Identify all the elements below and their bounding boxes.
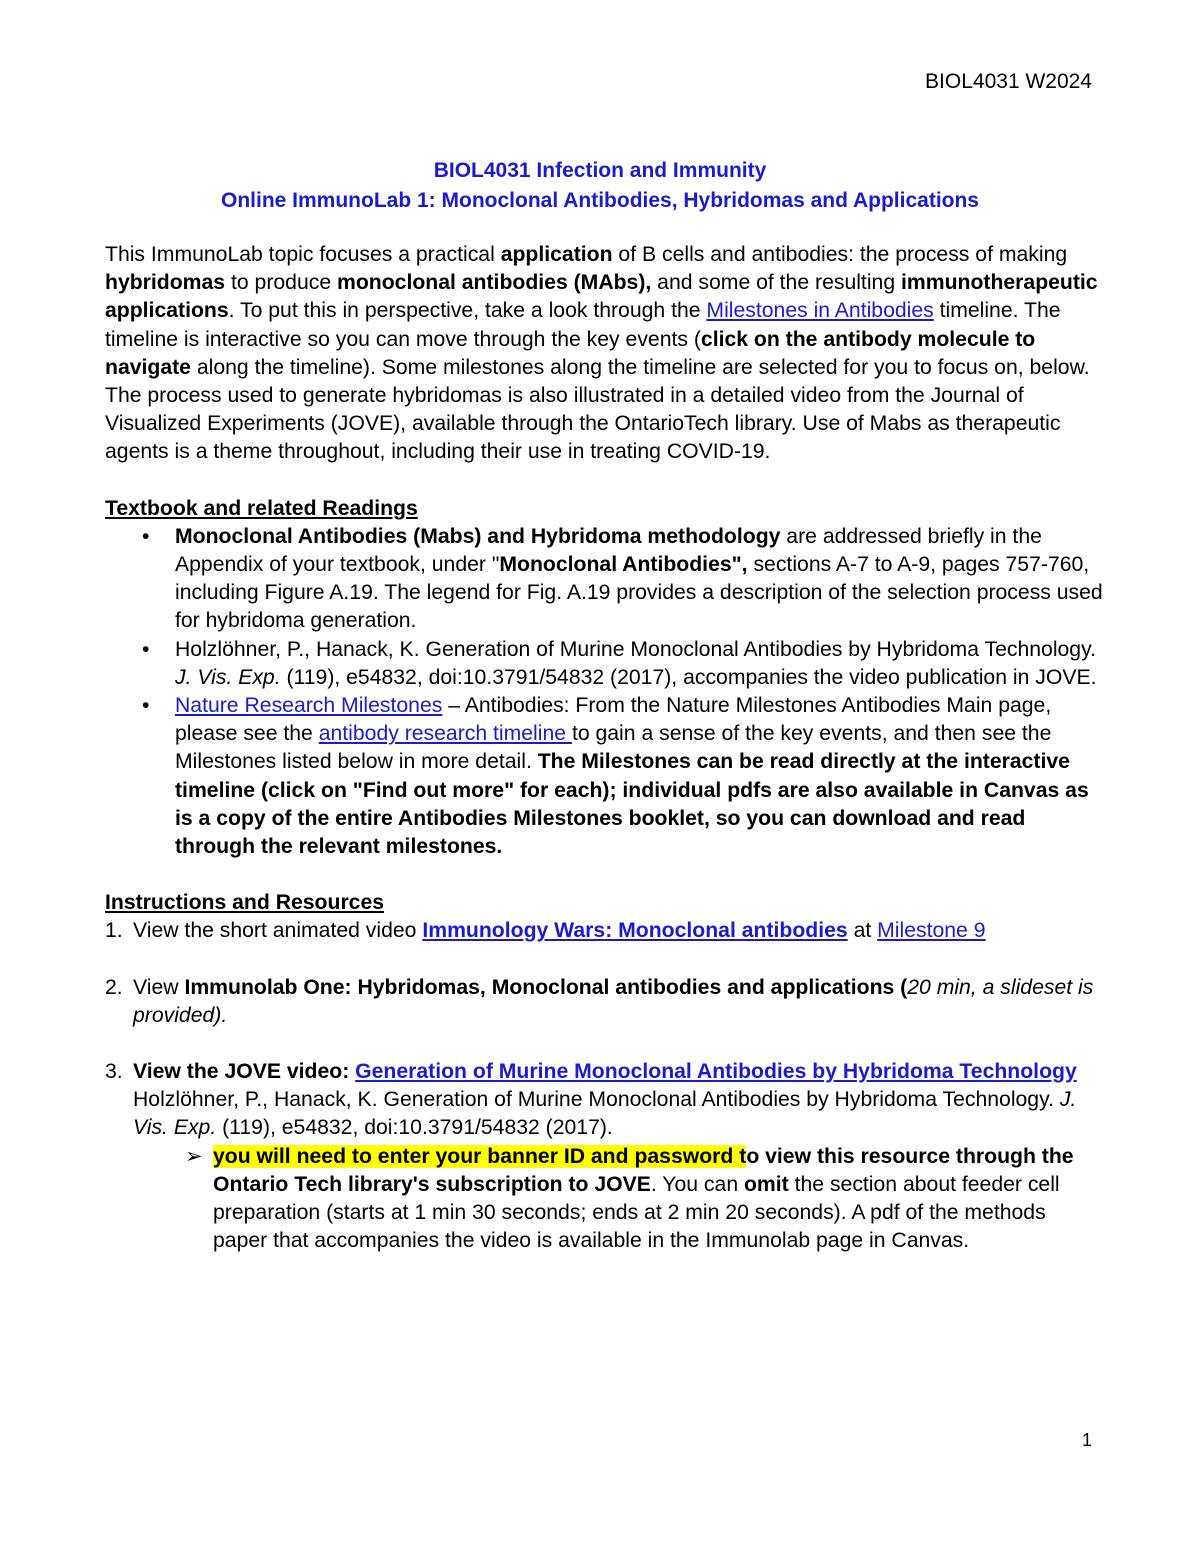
instruction-text: View the short animated video xyxy=(133,919,423,943)
intro-bold: hybridomas xyxy=(105,271,226,295)
readings-heading: Textbook and related Readings xyxy=(105,496,418,520)
immunology-wars-link[interactable]: Immunology Wars: Monoclonal antibodies xyxy=(422,919,848,943)
antibody-research-timeline-link[interactable]: antibody research timeline xyxy=(318,722,572,746)
instruction-item-2 xyxy=(105,974,1105,1030)
instruction-item-1 xyxy=(105,917,1105,945)
header-course-code: BIOL4031 W2024 xyxy=(925,70,1092,93)
intro-text: along the timeline). Some milestones along the timeline are selected for you to focus on, below. The process used to generate hybridomas is also illustrated in a detailed video from the Journal of Visualized Experiments (JOVE), available through the OntarioTech library. Use of Mabs as therapeutic agents is a theme throughout, including their use in treating COVID-19. xyxy=(105,355,1090,464)
reading-text: sections A-7 to A-9, pages 757-760, including Figure A.19. The legend for Fig. A.19 provides a description of the selection process used for hybridoma generation. xyxy=(175,553,1103,633)
reading-text: – Antibodies: From the Nature Milestones Antibodies Main page, please see the xyxy=(175,694,1052,746)
item-number: 1. xyxy=(105,919,123,943)
title-line-2: Online ImmunoLab 1: Monoclonal Antibodies, Hybridomas and Applications xyxy=(221,189,979,212)
instruction-italic: J. Vis. Exp. xyxy=(133,1088,1077,1140)
note-text: the section about feeder cell preparation (starts at 1 min 30 seconds; ends at 2 min 20 seconds). A pdf of the methods paper that accompanies the video is available in the Immunolab page in Canvas. xyxy=(213,1172,1060,1253)
jove-video-link[interactable]: Generation of Murine Monoclonal Antibodies by Hybridoma Technology xyxy=(355,1060,1077,1084)
jove-access-note xyxy=(133,1143,1105,1256)
spacer xyxy=(105,946,1105,974)
reading-text: (119), e54832, doi:10.3791/54832 (2017), accompanies the video publication in JOVE. xyxy=(280,665,1097,689)
bullet-icon: • xyxy=(142,524,150,548)
note-bold: omit xyxy=(743,1172,789,1196)
intro-text: to produce xyxy=(225,271,337,295)
item-number: 2. xyxy=(105,975,123,999)
intro-text: of B cells and antibodies: the process of making xyxy=(612,243,1068,266)
milestone-9-link[interactable]: Milestone 9 xyxy=(877,919,986,943)
instruction-italic: 20 min, a slideset is provided). xyxy=(133,975,1094,1027)
intro-text: and some of the resulting xyxy=(651,271,901,295)
readings-list xyxy=(105,523,1105,861)
instruction-text: Holzlöhner, P., Hanack, K. Generation of Murine Monoclonal Antibodies by Hybridoma Technology. xyxy=(133,1088,1060,1112)
reading-text: to gain a sense of the key events, and then see the Milestones listed below in more detail. xyxy=(175,722,1052,774)
reading-text: are addressed briefly in the Appendix of your textbook, under " xyxy=(175,524,1042,577)
instructions-list xyxy=(105,917,1105,945)
bullet-icon: • xyxy=(142,694,150,718)
instruction-bold: Immunolab One: Hybridomas, Monoclonal antibodies and applications ( xyxy=(184,975,908,999)
title-line-1: BIOL4031 Infection and Immunity xyxy=(433,159,767,182)
instructions-list xyxy=(105,1058,1105,1143)
intro-bold: monoclonal antibodies (MAbs), xyxy=(337,271,652,295)
nature-research-milestones-link[interactable]: Nature Research Milestones xyxy=(175,694,443,718)
instructions-list xyxy=(105,974,1105,1030)
document-title xyxy=(0,156,1200,216)
note-text: . You can xyxy=(650,1172,744,1196)
document-body xyxy=(105,241,1105,1256)
reading-bold: Monoclonal Antibodies", xyxy=(499,553,748,577)
reading-text: Holzlöhner, P., Hanack, K. Generation of Murine Monoclonal Antibodies by Hybridoma Technology. xyxy=(175,637,1096,661)
note-bold: o view this resource through the Ontario Tech library's subscription to JOVE xyxy=(213,1144,1074,1196)
spacer xyxy=(105,1030,1105,1058)
arrow-bullet-icon: ➢ xyxy=(185,1144,203,1168)
reading-bold: The Milestones can be read directly at the interactive timeline (click on "Find out more" for each); individual pdfs are also available in Canvas as is a copy of the entire Antibodies Milestones booklet, so you can download and read through the relevant milestones. xyxy=(175,750,1089,859)
spacer xyxy=(105,467,1105,495)
spacer xyxy=(105,861,1105,889)
reading-item-nature xyxy=(105,692,1105,861)
intro-text: timeline. The timeline is interactive so you can move through the key events ( xyxy=(105,299,1061,351)
intro-text: This ImmunoLab topic focuses a practical xyxy=(105,243,501,266)
instruction-text: at xyxy=(847,919,878,943)
reading-bold: Monoclonal Antibodies (Mabs) and Hybridoma methodology xyxy=(175,524,781,548)
highlighted-text: you will need to enter your banner ID and password t xyxy=(213,1144,747,1168)
intro-bold: application xyxy=(500,243,613,266)
intro-text: . To put this in perspective, take a look through the xyxy=(228,299,707,323)
bullet-icon: • xyxy=(142,637,150,661)
page-number: 1 xyxy=(1081,1430,1092,1450)
item-number: 3. xyxy=(105,1060,123,1084)
intro-bold: click on the antibody molecule to navigate xyxy=(105,327,1036,379)
reading-item-textbook xyxy=(105,523,1105,636)
instructions-heading: Instructions and Resources xyxy=(105,891,385,915)
instruction-text: (119), e54832, doi:10.3791/54832 (2017). xyxy=(216,1116,613,1140)
instruction-text: View xyxy=(133,975,185,999)
instruction-bold: View the JOVE video: xyxy=(133,1060,356,1084)
intro-bold: immunotherapeutic applications xyxy=(105,271,1098,323)
reading-item-holzlohner xyxy=(105,636,1105,692)
milestones-in-antibodies-link[interactable]: Milestones in Antibodies xyxy=(706,299,934,323)
reading-italic: J. Vis. Exp. xyxy=(175,665,281,689)
instruction-item-3 xyxy=(105,1058,1105,1143)
intro-paragraph xyxy=(105,241,1105,467)
